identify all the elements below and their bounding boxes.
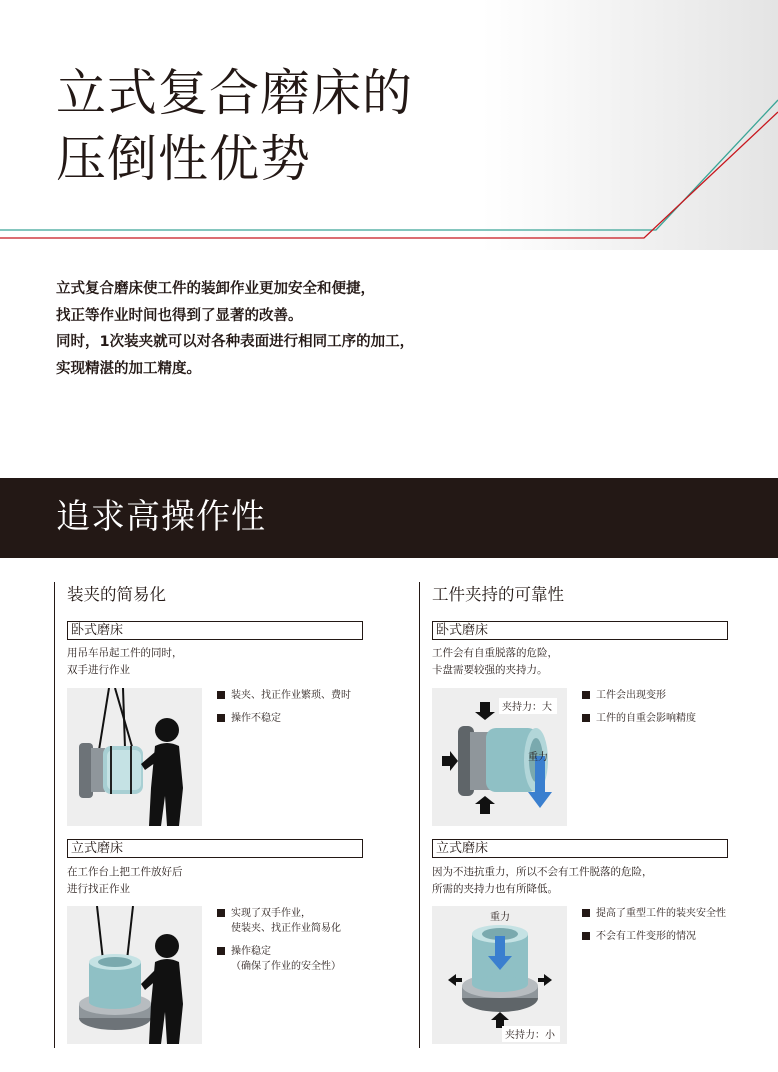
horizontal-grinder-desc — [432, 645, 558, 679]
vertical-grinder-desc — [432, 864, 653, 898]
desc-line: 用吊车吊起工件的同时， — [67, 647, 183, 659]
vertical-loading-illustration — [67, 906, 202, 1044]
horizontal-loading-illustration — [67, 688, 202, 826]
desc-line: 进行找正作业 — [67, 883, 130, 895]
note-line: 实现了双手作业， — [231, 908, 311, 919]
bullet-square-icon — [217, 909, 225, 917]
page-title — [56, 60, 413, 192]
bullet-square-icon — [217, 691, 225, 699]
vertical-clamping-force-illustration — [432, 906, 567, 1044]
down-arrow-icon — [475, 702, 495, 720]
intro-paragraph — [56, 276, 576, 382]
note-line: 使装夹、找正作业简易化 — [231, 923, 341, 934]
vertical-grinder-label: 立式磨床 — [67, 839, 363, 858]
note-item — [582, 711, 732, 726]
vertical-grinder-label: 立式磨床 — [432, 839, 728, 858]
section-title: 追求高操作性 — [56, 497, 266, 537]
intro-line: 立式复合磨床使工件的装卸作业更加安全和便捷， — [56, 281, 375, 297]
clamping-force-label: 夹持力：小 — [505, 1030, 555, 1041]
gravity-label: 重力 — [528, 752, 548, 763]
column-title: 工件夹持的可靠性 — [432, 585, 564, 604]
clamping-force-label: 夹持力：大 — [502, 702, 552, 713]
desc-line: 所需的夹持力也有所降低。 — [432, 883, 558, 895]
bullet-square-icon — [582, 909, 590, 917]
bullet-square-icon — [582, 691, 590, 699]
note-item — [582, 688, 732, 703]
workpiece-clamping-reliability-column — [419, 580, 731, 1048]
page-title-line-2: 压倒性优势 — [56, 130, 311, 188]
desc-line: 因为不违抗重力，所以不会有工件脱落的危险， — [432, 866, 653, 878]
bullet-square-icon — [582, 932, 590, 940]
intro-line: 同时，1次装夹就可以对各种表面进行相同工序的加工， — [56, 334, 415, 350]
intro-line: 找正等作业时间也得到了显著的改善。 — [56, 307, 303, 324]
desc-line: 双手进行作业 — [67, 664, 130, 676]
left-arrow-icon — [448, 974, 462, 986]
note-item — [582, 929, 732, 944]
horizontal-grinder-label: 卧式磨床 — [432, 621, 728, 640]
note-line: 不会有工件变形的情况 — [596, 931, 696, 942]
clamping-simplification-column — [54, 580, 366, 1048]
bullet-square-icon — [582, 714, 590, 722]
horizontal-grinder-notes — [217, 688, 367, 734]
column-rule — [54, 582, 55, 1048]
up-arrow-icon — [475, 796, 495, 814]
page-title-line-1: 立式复合磨床的 — [56, 64, 413, 122]
horizontal-grinder-label: 卧式磨床 — [67, 621, 363, 640]
note-line: 提高了重型工件的装夹安全性 — [596, 908, 726, 919]
operator-head — [155, 718, 179, 742]
column-title: 装夹的简易化 — [67, 585, 166, 604]
note-item — [582, 906, 732, 921]
note-item — [217, 688, 367, 703]
note-item — [217, 944, 367, 974]
right-arrow-icon — [442, 751, 458, 771]
horizontal-clamping-force-illustration — [432, 688, 567, 826]
note-line: 工件的自重会影响精度 — [596, 713, 696, 724]
horizontal-grinder-desc — [67, 645, 183, 679]
bullet-square-icon — [217, 947, 225, 955]
desc-line: 工件会有自重脱落的危险， — [432, 647, 558, 659]
note-item — [217, 711, 367, 726]
operator-head — [155, 934, 179, 958]
note-line: 操作不稳定 — [231, 713, 281, 724]
note-line: （确保了作业的安全性） — [231, 961, 341, 972]
up-arrow-icon — [491, 1012, 509, 1028]
note-line: 操作稳定 — [231, 946, 271, 957]
column-rule — [419, 582, 420, 1048]
bullet-square-icon — [217, 714, 225, 722]
desc-line: 在工作台上把工件放好后 — [67, 866, 183, 878]
intro-line: 实现精湛的加工精度。 — [56, 360, 201, 377]
vertical-grinder-desc — [67, 864, 183, 898]
note-item — [217, 906, 367, 936]
horizontal-grinder-notes — [582, 688, 732, 734]
gravity-label: 重力 — [490, 912, 510, 923]
desc-line: 卡盘需要较强的夹持力。 — [432, 664, 548, 676]
vertical-grinder-notes — [582, 906, 732, 952]
note-line: 装夹、找正作业繁琐、费时 — [231, 690, 351, 701]
note-line: 工件会出现变形 — [596, 690, 666, 701]
vertical-grinder-notes — [217, 906, 367, 982]
right-arrow-icon — [538, 974, 552, 986]
